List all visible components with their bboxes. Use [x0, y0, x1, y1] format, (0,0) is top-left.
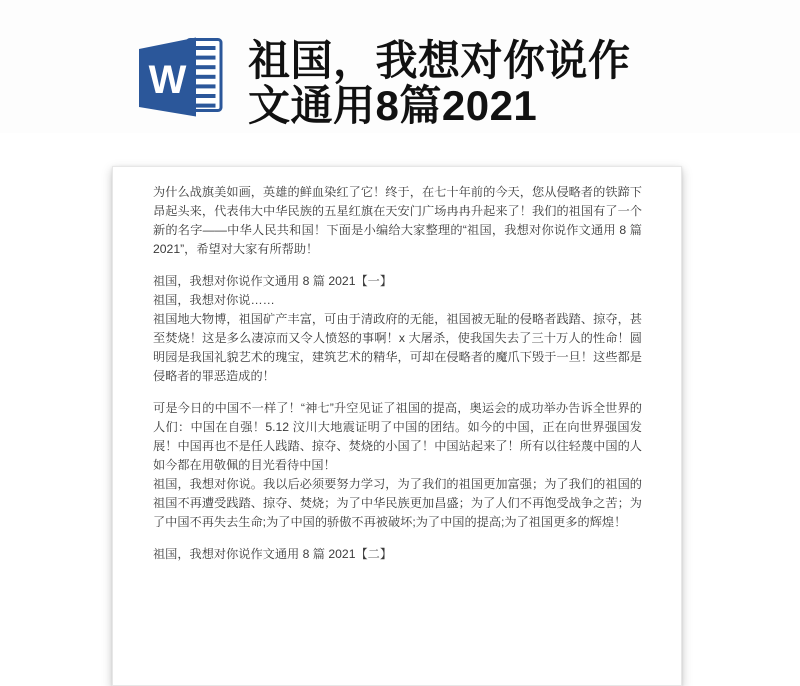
page-header	[134, 36, 652, 128]
ms-word-logo-graphic	[134, 36, 224, 118]
document-paragraph: 祖国地大物博，祖国矿产丰富，可由于清政府的无能，祖国被无耻的侵略者践踏、掠夺，甚至焚烧！这是多么凄凉而又令人愤怒的事啊！x 大屠杀，使我国失去了三十万人的性命！圆明园是我国礼貌艺术的瑰宝，建筑艺术的精华，可却在侵略者的魔爪下毁于一旦！这些都是侵略者的罪恶造成的！	[153, 312, 642, 383]
document-paragraph: 祖国，我想对你说。我以后必须要努力学习，为了我们的祖国更加富强；为了我们的祖国的祖国不再遭受践踏、掠夺、焚烧；为了中华民族更加昌盛；为了人们不再饱受战争之苦；为了中国不再失去生命;为了中国的骄傲不再被破坏;为了中国的提高;为了祖国更多的辉煌！	[153, 477, 642, 529]
ms-word-icon	[134, 36, 224, 118]
document-section-heading: 祖国，我想对你说作文通用 8 篇 2021【一】	[153, 274, 393, 288]
document-paragraph: 祖国，我想对你说……	[153, 293, 275, 307]
document-page	[112, 166, 682, 686]
document-section-heading: 祖国，我想对你说作文通用 8 篇 2021【二】	[153, 547, 393, 561]
word-w-letter: W	[148, 58, 187, 102]
document-paragraph: 为什么战旗美如画，英雄的鲜血染红了它！终于，在七十年前的今天，您从侵略者的铁蹄下昂起头来，代表伟大中华民族的五星红旗在天安门广场冉冉升起来了！我们的祖国有了一个新的名字——中华人民共和国！下面是小编给大家整理的“祖国，我想对你说作文通用 8 篇 2021”，希望对大家有所帮助！	[153, 185, 642, 256]
document-title: 祖国，我想对你说作文通用8篇2021	[248, 37, 631, 129]
document-paragraph: 可是今日的中国不一样了！“神七”升空见证了祖国的提高，奥运会的成功举办告诉全世界的人们：中国在自强！5.12 汶川大地震证明了中国的团结。如今的中国，正在向世界强国发展！中国再也不是任人践踏、掠夺、焚烧的小国了！中国站起来了！所有以往轻蔑中国的人如今都在用敬佩的目光看待中国！	[153, 401, 642, 472]
